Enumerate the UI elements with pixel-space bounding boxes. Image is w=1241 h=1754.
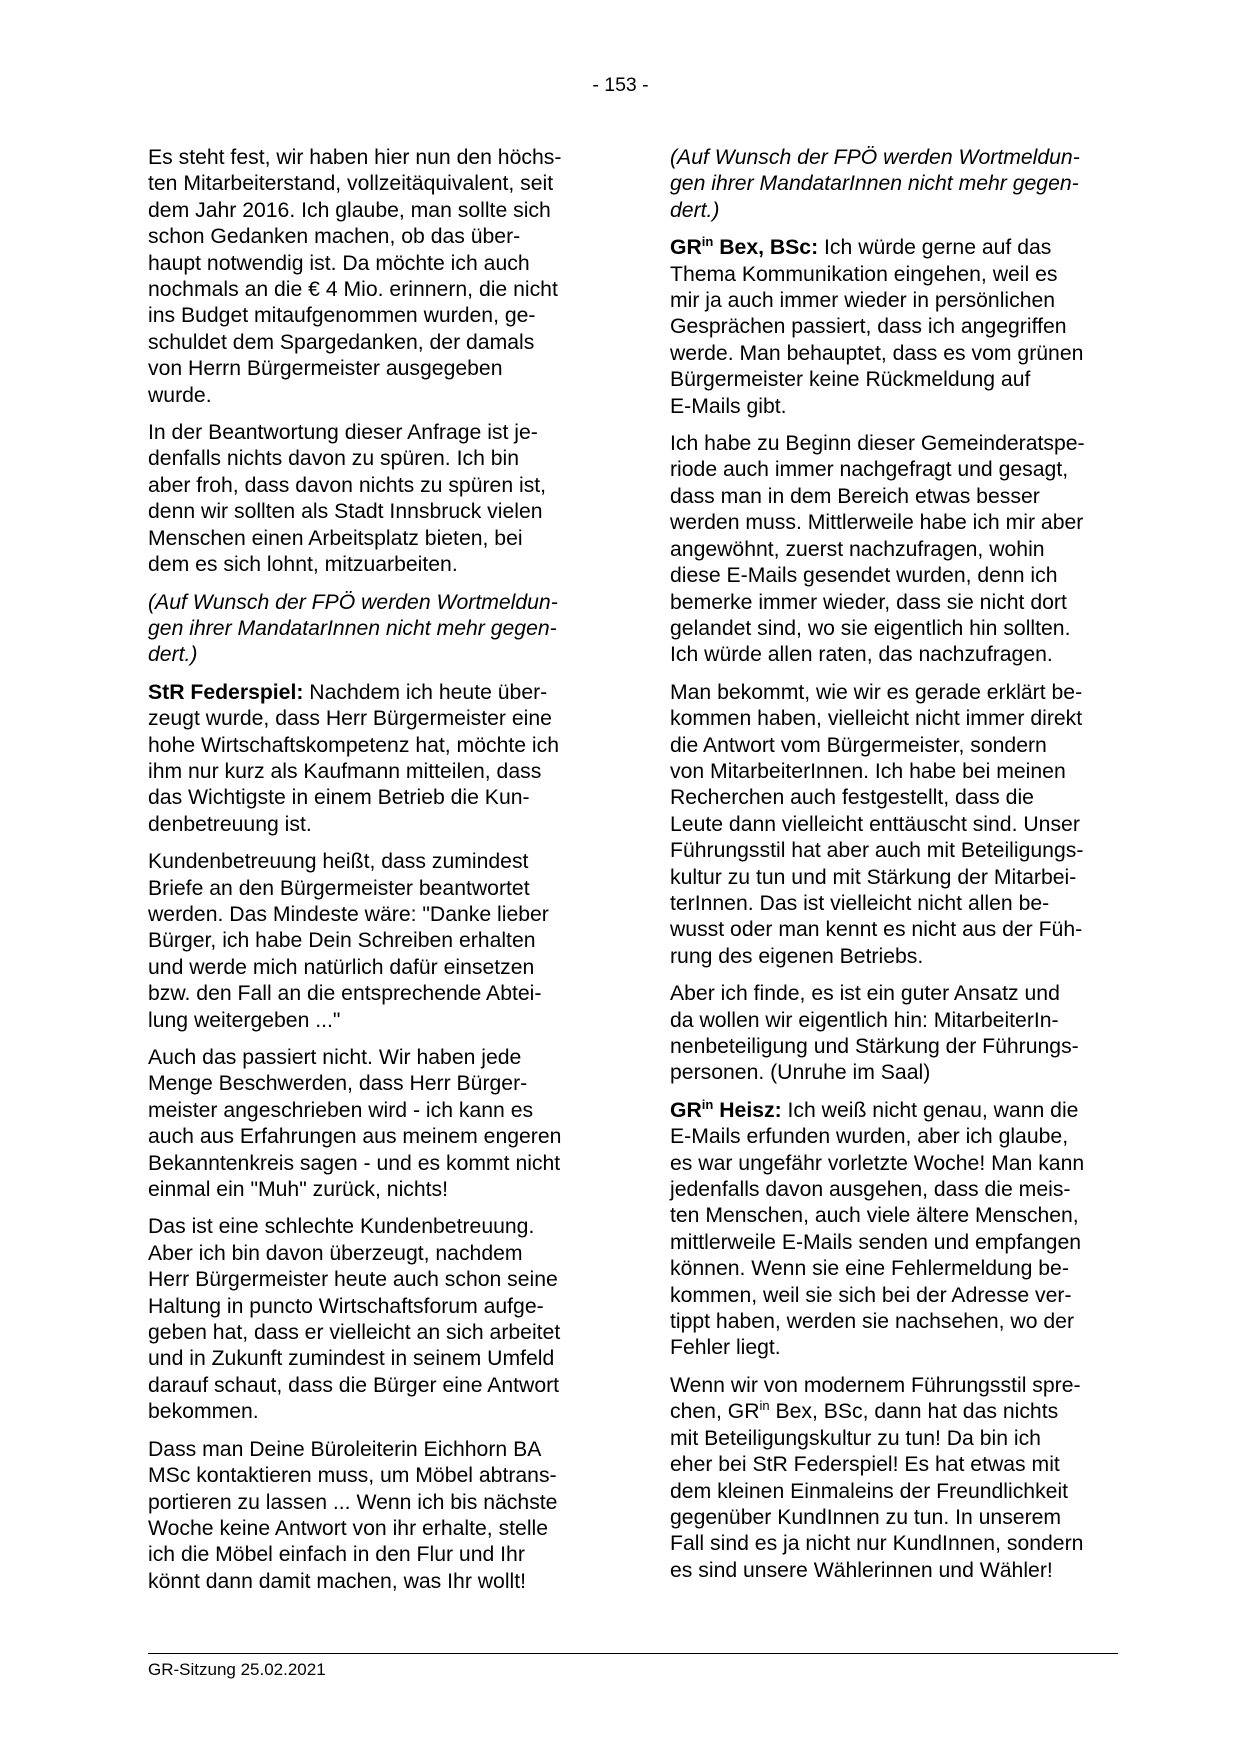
title-superscript: in — [759, 1398, 770, 1414]
text-line: Wenn wir von modernem Führungsstil spre- — [670, 1373, 1081, 1397]
text-line: Auch das passiert nicht. Wir haben jede — [148, 1046, 522, 1069]
text-line: und in Zukunft zumindest in seinem Umfeld — [148, 1347, 555, 1371]
text-line: wusst oder man kennt es nicht aus der Füh- — [670, 918, 1083, 942]
text-line: Aber ich finde, es ist ein guter Ansatz und — [670, 982, 1060, 1006]
text-line: (Auf Wunsch der FPÖ werden Wortmeldun- — [670, 146, 1080, 169]
text-line: einmal ein "Muh" zurück, nichts! — [148, 1178, 449, 1202]
text-line: bemerke immer wieder, dass sie nicht dort — [670, 590, 1067, 614]
text-line: gen ihrer MandatarInnen nicht mehr gegen- — [670, 172, 1079, 196]
paragraph — [148, 420, 594, 578]
text-line: terInnen. Das ist vielleicht nicht allen be- — [670, 891, 1050, 915]
text-line: dert.) — [670, 198, 720, 222]
text-line: portieren zu lassen ... Wenn ich bis nächste — [148, 1490, 558, 1514]
text-line: gelandet sind, wo sie eigentlich hin sollten. — [670, 616, 1071, 640]
text-line: Menge Beschwerden, dass Herr Bürger- — [148, 1072, 528, 1096]
text-line: Bekanntenkreis sagen - und es kommt nicht — [148, 1151, 561, 1175]
speaker-surname: Bex, BSc: — [713, 236, 819, 260]
text-line: geben hat, dass er vielleicht an sich arbeitet — [148, 1321, 561, 1345]
paragraph — [670, 1373, 1116, 1584]
text-line — [670, 1399, 1116, 1425]
text-line: mittlerweile E-Mails senden und empfangen — [670, 1230, 1082, 1254]
text-line: personen. (Unruhe im Saal) — [670, 1061, 931, 1085]
speaker-name — [670, 236, 818, 259]
text-line: Fehler liegt. — [670, 1336, 781, 1360]
text-line: Woche keine Antwort von ihr erhalte, stelle — [148, 1516, 549, 1540]
text-line: gen ihrer MandatarInnen nicht mehr gegen- — [148, 616, 557, 640]
text-line: Es steht fest, wir haben hier nun den höchs- — [148, 146, 562, 169]
text-line: das Wichtigste in einem Betrieb die Kun- — [148, 786, 530, 810]
text-line: Das ist eine schlechte Kundenbetreuung. — [148, 1215, 535, 1239]
text-line: bzw. den Fall an die entsprechende Abtei- — [148, 982, 542, 1006]
text-line: es sind unsere Wählerinnen und Wähler! — [670, 1558, 1053, 1582]
text-line: Ich habe zu Beginn dieser Gemeinderatspe- — [670, 432, 1085, 456]
text-line: E-Mails erfunden wurden, aber ich glaube, — [670, 1125, 1069, 1149]
text-line: gegenüber KundInnen zu tun. In unserem — [670, 1505, 1062, 1529]
text-line: darauf schaut, dass die Bürger eine Antwort — [148, 1373, 560, 1397]
paragraph — [670, 431, 1116, 669]
text-line: denbetreuung ist. — [148, 812, 312, 836]
text-line: dert.) — [148, 643, 198, 667]
text-line: nenbeteiligung und Stärkung der Führungs- — [670, 1035, 1079, 1058]
footer-divider — [148, 1653, 1118, 1654]
text-line: Ich würde allen raten, das nachzufragen. — [670, 643, 1053, 667]
speaker-name — [670, 1096, 782, 1122]
paragraph — [148, 145, 594, 409]
speaker-title-superscript: in — [701, 234, 714, 250]
text-line: angewöhnt, zuerst nachzufragen, wohin — [670, 537, 1045, 561]
text-line: Dass man Deine Büroleiterin Eichhorn BA — [148, 1437, 542, 1461]
text-line: Aber ich bin davon überzeugt, nachdem — [148, 1241, 523, 1265]
text-line: dem es sich lohnt, mitzuarbeiten. — [148, 553, 458, 577]
paragraph — [148, 1214, 594, 1425]
text-line: Recherchen auch festgestellt, dass die — [670, 786, 1034, 810]
text-line: Bürger, ich habe Dein Schreiben erhalten — [148, 929, 536, 953]
text-line: tippt haben, werden sie nachsehen, wo der — [670, 1310, 1075, 1334]
text-line: Menschen einen Arbeitsplatz bieten, bei — [148, 526, 523, 550]
speech-paragraph — [670, 235, 1116, 420]
text-line: von Herrn Bürgermeister ausgegeben — [148, 357, 503, 381]
text-line: (Auf Wunsch der FPÖ werden Wortmeldun- — [148, 590, 558, 614]
inline-text: chen, GR — [670, 1400, 760, 1424]
paragraph — [148, 849, 594, 1034]
text-line: die Antwort vom Bürgermeister, sondern — [670, 733, 1047, 757]
text-line: mit Beteiligungskultur zu tun! Da bin ich — [670, 1426, 1041, 1450]
text-line: kommen, weil sie sich bei der Adresse ver- — [670, 1283, 1072, 1307]
text-line: mir ja auch immer wieder in persönlichen — [670, 289, 1056, 313]
speech-paragraph — [148, 680, 594, 838]
text-line: aber froh, dass davon nichts zu spüren ist, — [148, 473, 547, 497]
text-line: riode auch immer nachgefragt und gesagt, — [670, 458, 1069, 482]
text-line: da wollen wir eigentlich hin: MitarbeiterIn- — [670, 1008, 1059, 1032]
text-line: könnt dann damit machen, was Ihr wollt! — [148, 1569, 527, 1593]
text-line: Man bekommt, wie wir es gerade erklärt be- — [670, 680, 1083, 704]
speaker-name: StR Federspiel: — [148, 680, 304, 704]
text-line: dem Jahr 2016. Ich glaube, man sollte sich — [148, 198, 551, 222]
text-line: MSc kontaktieren muss, um Möbel abtrans- — [148, 1464, 557, 1488]
text-line: werde. Man behauptet, dass es vom grünen — [670, 341, 1084, 365]
text-line: meister angeschrieben wird - ich kann es — [148, 1098, 534, 1122]
paragraph — [148, 1045, 594, 1203]
text-line — [148, 680, 594, 706]
speech-paragraph — [670, 1098, 1116, 1362]
text-line: Führungsstil hat aber auch mit Beteiligungs- — [670, 839, 1084, 863]
text-line — [670, 1098, 1116, 1124]
text-line: diese E-Mails gesendet wurden, denn ich — [670, 564, 1058, 588]
text-line: können. Wenn sie eine Fehlermeldung be- — [670, 1257, 1069, 1281]
footer-session-date: GR-Sitzung 25.02.2021 — [148, 1660, 326, 1679]
speaker-surname: Heisz: — [713, 1098, 782, 1122]
text-line: werden muss. Mittlerweile habe ich mir aber — [670, 511, 1084, 535]
text-line: ten Menschen, auch viele ältere Menschen, — [670, 1204, 1079, 1228]
speech-text: Nachdem ich heute über- — [303, 680, 548, 704]
paragraph — [670, 680, 1116, 970]
text-line: schuldet dem Spargedanken, der damals — [148, 330, 535, 354]
text-line: rung des eigenen Betriebs. — [670, 944, 924, 968]
text-line: eher bei StR Federspiel! Es hat etwas mit — [670, 1453, 1060, 1477]
text-line: Leute dann vielleicht enttäuscht sind. Unser — [670, 812, 1080, 836]
speech-text: Ich würde gerne auf das — [818, 236, 1052, 260]
text-line: kommen haben, vielleicht nicht immer direkt — [670, 707, 1083, 731]
text-line: ich die Möbel einfach in den Flur und Ihr — [148, 1543, 525, 1567]
right-column — [670, 145, 1116, 1595]
text-line: hohe Wirtschaftskompetenz hat, möchte ich — [148, 733, 559, 757]
text-line: denn wir sollten als Stadt Innsbruck vielen — [148, 500, 543, 524]
text-line: Gesprächen passiert, dass ich angegriffen — [670, 315, 1067, 339]
text-line: schon Gedanken machen, ob das über- — [148, 225, 521, 249]
text-line: es war ungefähr vorletzte Woche! Man kann — [670, 1151, 1085, 1175]
paragraph — [670, 981, 1116, 1087]
text-line — [670, 235, 1116, 261]
editorial-note — [148, 590, 594, 669]
speaker-title: GR — [670, 236, 702, 260]
text-line: ins Budget mitaufgenommen wurden, ge- — [148, 304, 536, 328]
left-column — [148, 145, 594, 1606]
text-line: dem kleinen Einmaleins der Freundlichkeit — [670, 1479, 1069, 1503]
text-line: In der Beantwortung dieser Anfrage ist je- — [148, 421, 538, 445]
text-line: lung weitergeben ..." — [148, 1008, 341, 1032]
text-line: denfalls nichts davon zu spüren. Ich bin — [148, 447, 520, 471]
text-line: Haltung in puncto Wirtschaftsforum aufge- — [148, 1294, 544, 1318]
text-line: dass man in dem Bereich etwas besser — [670, 484, 1040, 508]
editorial-note — [670, 145, 1116, 224]
text-line: ihm nur kurz als Kaufmann mitteilen, dass — [148, 759, 542, 783]
text-line: jedenfalls davon ausgehen, dass die meis- — [670, 1178, 1071, 1202]
text-line: und werde mich natürlich dafür einsetzen — [148, 955, 535, 979]
inline-text: Bex, BSc, dann hat das nichts — [769, 1400, 1059, 1424]
text-line: Herr Bürgermeister heute auch schon seine — [148, 1268, 558, 1292]
text-line: Bürgermeister keine Rückmeldung auf — [670, 368, 1031, 392]
speaker-title-superscript: in — [701, 1096, 714, 1112]
text-line: nochmals an die € 4 Mio. erinnern, die nicht — [148, 278, 558, 302]
text-line: bekommen. — [148, 1400, 259, 1424]
text-line: auch aus Erfahrungen aus meinem engeren — [148, 1125, 562, 1149]
paragraph — [148, 1437, 594, 1595]
text-line: kultur zu tun und mit Stärkung der Mitarbei- — [670, 865, 1077, 889]
page-number: - 153 - — [592, 74, 649, 96]
text-line: Fall sind es ja nicht nur KundInnen, sondern — [670, 1532, 1084, 1556]
speaker-title: GR — [670, 1098, 702, 1122]
speech-text: Ich weiß nicht genau, wann die — [781, 1098, 1079, 1122]
text-line: werden. Das Mindeste wäre: "Danke lieber — [148, 902, 549, 926]
text-line: haupt notwendig ist. Da möchte ich auch — [148, 251, 530, 275]
text-line: ten Mitarbeiterstand, vollzeitäquivalent, seit — [148, 172, 554, 196]
text-line: Thema Kommunikation eingehen, weil es — [670, 262, 1058, 286]
text-line: Kundenbetreuung heißt, dass zumindest — [148, 850, 529, 874]
text-line: E-Mails gibt. — [670, 394, 787, 418]
text-line: zeugt wurde, dass Herr Bürgermeister eine — [148, 707, 552, 731]
text-line: wurde. — [148, 383, 212, 407]
text-line: von MitarbeiterInnen. Ich habe bei meinen — [670, 759, 1066, 783]
text-line: Briefe an den Bürgermeister beantwortet — [148, 876, 530, 900]
